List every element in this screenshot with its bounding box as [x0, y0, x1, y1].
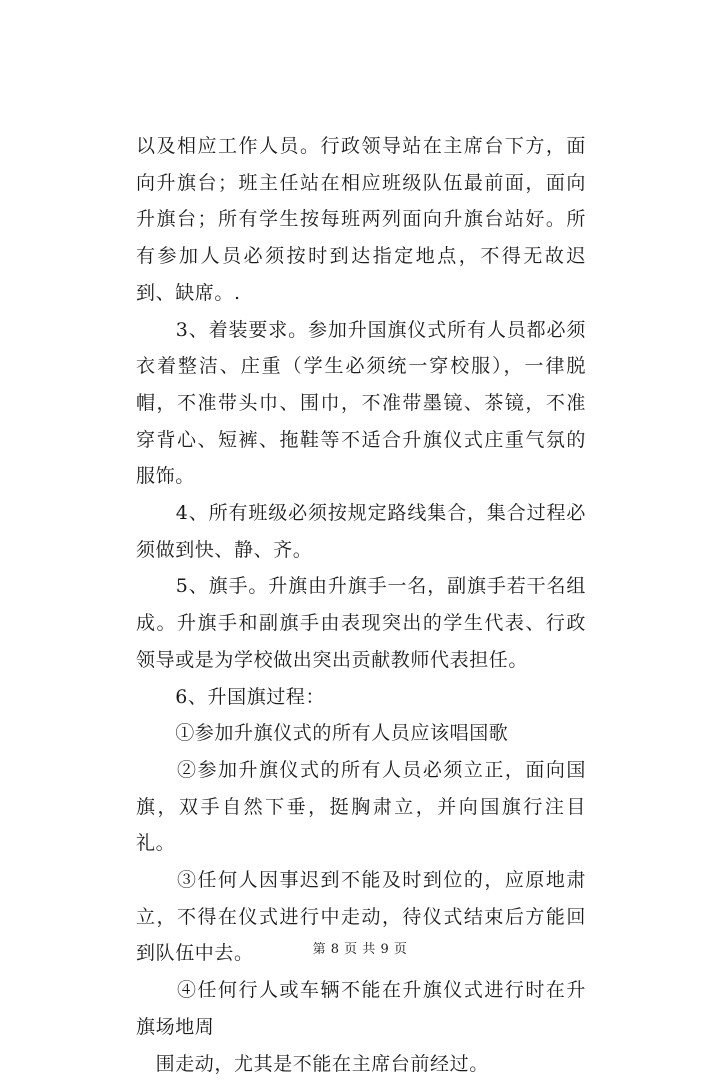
paragraph-10: 围走动，尤其是不能在主席台前经过。 — [136, 1052, 489, 1075]
paragraph-3: 4、所有班级必须按规定路线集合，集合过程必须做到快、静、齐。 — [136, 502, 586, 561]
paragraph-7: ②参加升旗仪式的所有人员必须立正，面向国旗，双手自然下垂，挺胸肃立，并向国旗行注目礼。 — [136, 758, 586, 855]
paragraph-2: 3、着装要求。参加升国旗仪式所有人员都必须衣着整洁、庄重（学生必须统一穿校服），一律脱帽，不准带头巾、围巾，不准带墨镜、茶镜，不准穿背心、短裤、拖鞋等不适合升旗仪式庄重气氛的服饰。 — [136, 318, 586, 488]
page-number-footer: 第 8 页 共 9 页 — [312, 942, 408, 957]
paragraph-6: ①参加升旗仪式的所有人员应该唱国歌 — [136, 722, 509, 745]
paragraph-4: 5、旗手。升旗由升旗手一名，副旗手若干名组成。升旗手和副旗手由表现突出的学生代表、行政领导或是为学校做出突出贡献教师代表担任。 — [136, 575, 586, 671]
paragraph-9: ④任何行人或车辆不能在升旗仪式进行时在升旗场地周 — [136, 979, 586, 1038]
paragraph-1: 以及相应工作人员。行政领导站在主席台下方，面向升旗台；班主任站在相应班级队伍最前面，面向升旗台；所有学生按每班两列面向升旗台站好。所有参加人员必须按时到达指定地点，不得无故迟到、缺席。. — [136, 135, 586, 304]
paragraph-8: ③任何人因事迟到不能及时到位的，应原地肃立，不得在仪式进行中走动，待仪式结束后方能回到队伍中去。 — [136, 869, 586, 965]
paragraph-5: 6、升国旗过程： — [136, 685, 326, 708]
